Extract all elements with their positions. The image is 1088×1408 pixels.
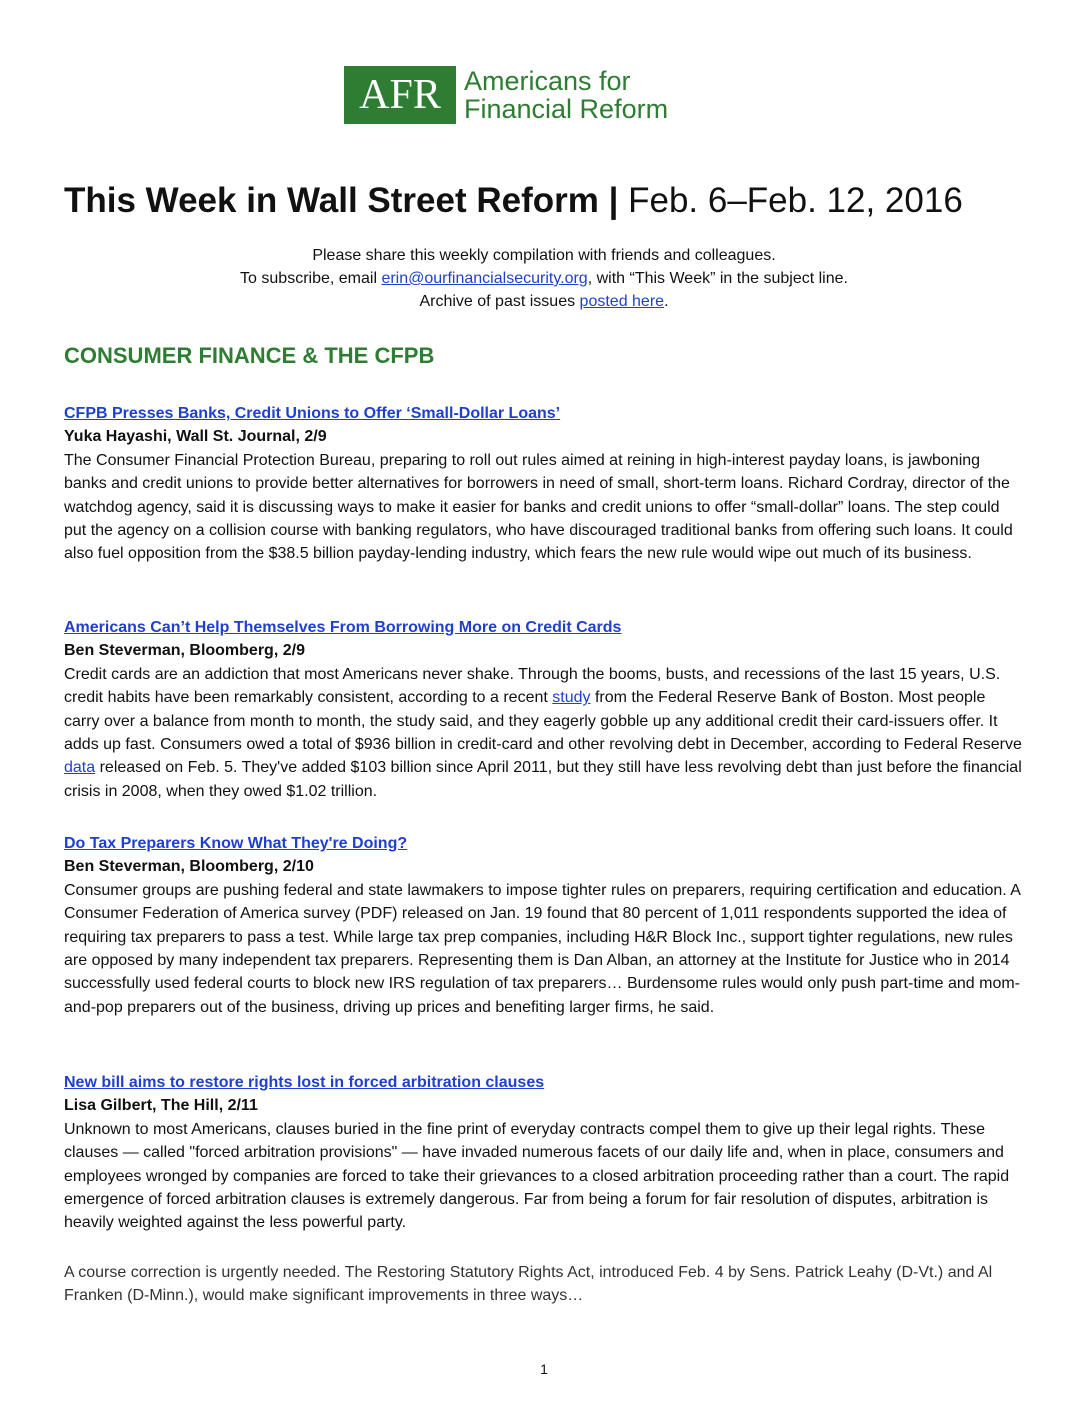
- afr-logo: [344, 66, 668, 124]
- article-headline-link[interactable]: CFPB Presses Banks, Credit Unions to Offer ‘Small-Dollar Loans’: [64, 405, 561, 422]
- logo-wordmark: [464, 67, 668, 123]
- article: [64, 832, 1024, 1019]
- page-title: [64, 180, 1044, 222]
- intro-subscribe-suffix: , with “This Week” in the subject line.: [587, 270, 848, 287]
- article-headline-link[interactable]: Do Tax Preparers Know What They're Doing?: [64, 835, 408, 852]
- article: [64, 402, 1024, 566]
- logo-line-1: Americans for: [464, 66, 631, 96]
- article-body-part: from the Federal Reserve Bank of Boston. Most people carry over a balance from month to month, the study said, and they eagerly gobble up any additional credit their card-issuers offer. It adds up fast. Consumers owed a total of $936 billion in credit-card and other revolving debt in December, according to Federal Reserve: [64, 689, 1022, 754]
- logo-line-2: Financial Reform: [464, 94, 669, 124]
- subscribe-email-link[interactable]: erin@ourfinancialsecurity.org: [381, 270, 588, 287]
- title-dates: Feb. 6–Feb. 12, 2016: [628, 181, 963, 220]
- title-main: This Week in Wall Street Reform: [64, 181, 599, 220]
- article-body-part: Credit cards are an addiction that most Americans never shake. Through the booms, busts, and recessions of the last 15 years, U.S. credit habits have been remarkably consistent, according to a recent: [64, 665, 1001, 707]
- closing-paragraph: A course correction is urgently needed. The Restoring Statutory Rights Act, introduced Feb. 4 by Sens. Patrick Leahy (D-Vt.) and Al Franken (D-Minn.), would make significant improvements in three ways…: [64, 1264, 993, 1305]
- intro-subscribe-prefix: To subscribe, email: [240, 270, 382, 287]
- section-heading: CONSUMER FINANCE & THE CFPB: [64, 343, 435, 368]
- intro-line-3: [64, 290, 1024, 313]
- logo-mark: AFR: [344, 66, 456, 124]
- article-body: [64, 663, 1024, 803]
- article: [64, 616, 1024, 803]
- study-link[interactable]: study: [552, 689, 591, 707]
- page-number: 1: [540, 1361, 548, 1377]
- intro-line-1: Please share this weekly compilation with friends and colleagues.: [312, 247, 776, 264]
- intro-archive-prefix: Archive of past issues: [419, 293, 580, 310]
- article-byline: Yuka Hayashi, Wall St. Journal, 2/9: [64, 428, 327, 446]
- article-headline-link[interactable]: New bill aims to restore rights lost in forced arbitration clauses: [64, 1074, 545, 1091]
- article-body: The Consumer Financial Protection Bureau, preparing to roll out rules aimed at reining in high-interest payday loans, is jawboning banks and credit unions to provide better alternatives for borrowers in need of small, short-term loans. Richard Cordray, director of the watchdog agency, said it is discussing ways to make it easier for banks and credit unions to offer “small-dollar” loans. The step could put the agency on a collision course with banking regulators, who have discouraged traditional banks from offering such loans. It could also fuel opposition from the $38.5 billion payday-lending industry, which fears the new rule would wipe out much of its business.: [64, 451, 1013, 563]
- title-separator: |: [608, 181, 619, 220]
- article-byline: Ben Steverman, Bloomberg, 2/10: [64, 858, 314, 876]
- archive-link[interactable]: posted here: [579, 293, 665, 310]
- article-body: Consumer groups are pushing federal and state lawmakers to impose tighter rules on preparers, requiring certification and education. A Consumer Federation of America survey (PDF) released on Jan. 19 found that 80 percent of 1,011 respondents supported the idea of requiring tax preparers to pass a test. While large tax prep companies, including H&R Block Inc., support tighter regulations, new rules are opposed by many independent tax preparers. Representing them is Dan Alban, an attorney at the Institute for Justice who in 2014 successfully used federal courts to block new IRS regulation of tax preparers… Burdensome rules would only push part-time and mom-and-pop preparers out of the business, driving up prices and benefiting larger firms, he said.: [64, 881, 1021, 1016]
- article-body: Unknown to most Americans, clauses buried in the fine print of everyday contracts compel them to give up their legal rights. These clauses — called "forced arbitration provisions" — have invaded numerous facets of our daily life and, when in place, consumers and employees wronged by companies are forced to take their grievances to a closed arbitration proceeding rather than a court. The rapid emergence of forced arbitration clauses is extremely dangerous. Far from being a forum for fair resolution of disputes, arbitration is heavily weighted against the less powerful party.: [64, 1120, 1010, 1232]
- intro: [64, 244, 1024, 313]
- intro-archive-suffix: .: [664, 293, 669, 310]
- article-headline-link[interactable]: Americans Can’t Help Themselves From Borrowing More on Credit Cards: [64, 619, 622, 636]
- intro-line-2: [64, 267, 1024, 290]
- article-body-part: released on Feb. 5. They've added $103 billion since April 2011, but they still have less revolving debt than just before the financial crisis in 2008, when they owed $1.02 trillion.: [64, 759, 1022, 800]
- data-link[interactable]: data: [64, 759, 96, 777]
- article-byline: Lisa Gilbert, The Hill, 2/11: [64, 1097, 258, 1115]
- article: [64, 1071, 1024, 1235]
- article-byline: Ben Steverman, Bloomberg, 2/9: [64, 642, 305, 660]
